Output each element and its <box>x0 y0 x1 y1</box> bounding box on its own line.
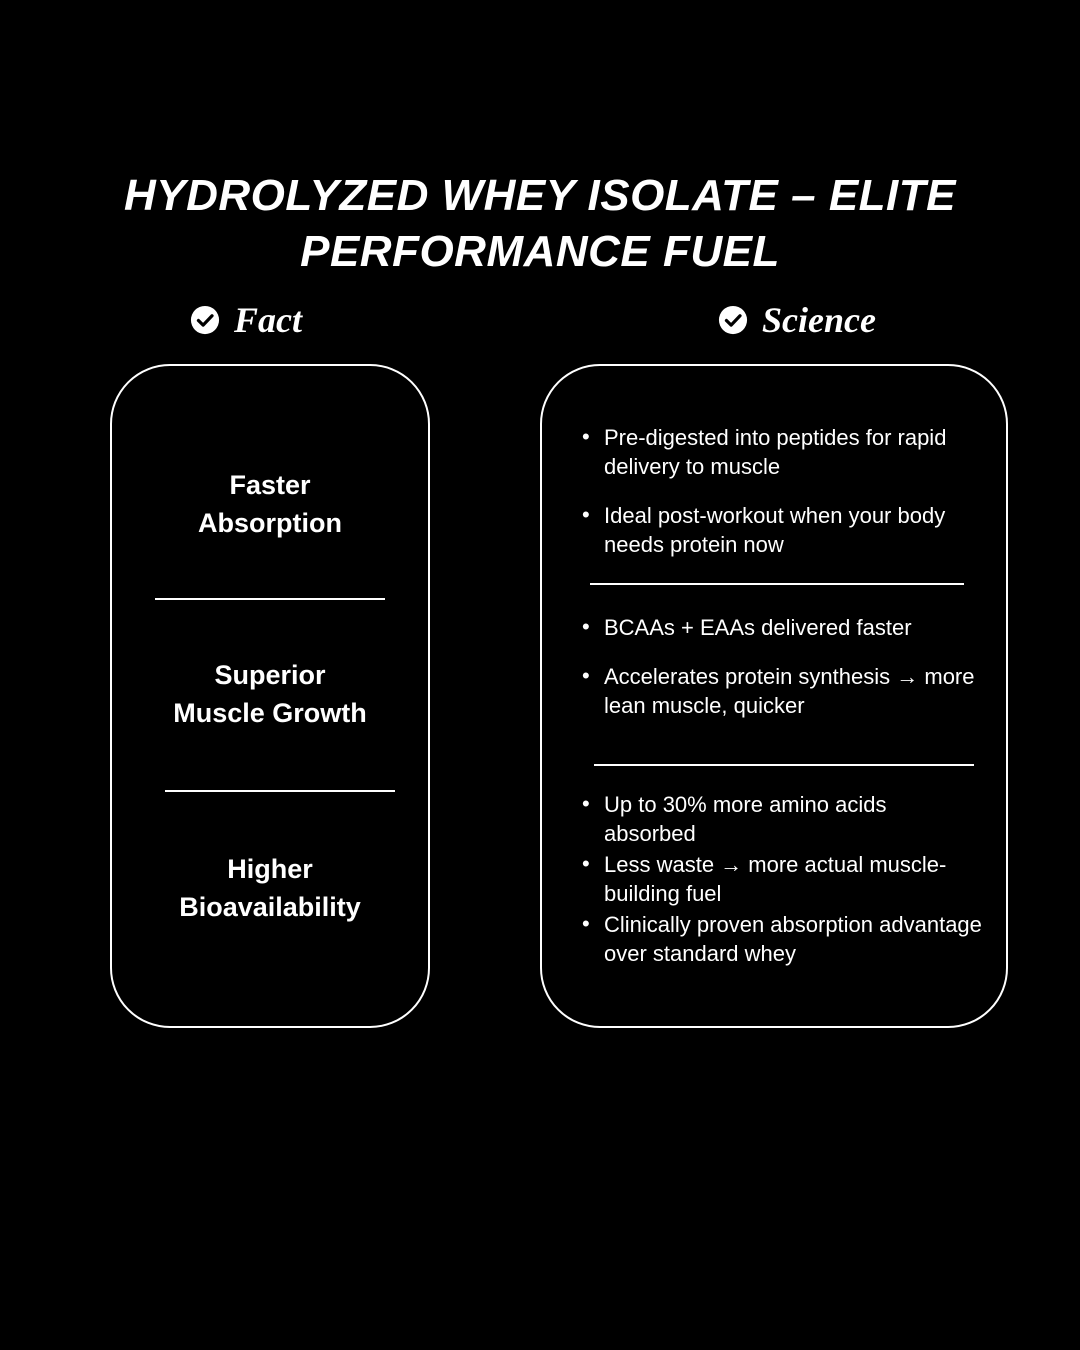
check-circle-icon <box>718 305 748 335</box>
divider <box>590 583 964 585</box>
column-header-fact-label: Fact <box>234 300 302 340</box>
check-circle-icon <box>190 305 220 335</box>
fact-item: Higher Bioavailability <box>179 854 361 922</box>
fact-item: Superior Muscle Growth <box>173 660 367 728</box>
list-item: • BCAAs + EAAs delivered faster <box>604 613 984 642</box>
page-title: HYDROLYZED WHEY ISOLATE – ELITE PERFORMANCE FUEL <box>123 171 956 276</box>
column-header-science <box>718 300 876 340</box>
science-group <box>560 790 990 970</box>
list-item: • Accelerates protein synthesis → more lean muscle, quicker <box>604 662 984 720</box>
list-item: • Clinically proven absorption advantage over standard whey <box>604 910 984 968</box>
list-item: • Up to 30% more amino acids absorbed <box>604 790 984 848</box>
column-header-science-label: Science <box>762 300 876 340</box>
fact-list <box>110 364 430 1028</box>
column-header-fact <box>190 300 302 340</box>
science-list <box>560 364 990 1028</box>
divider <box>165 790 395 792</box>
fact-item: Faster Absorption <box>198 470 342 538</box>
science-group <box>560 613 990 720</box>
list-item: • Pre-digested into peptides for rapid delivery to muscle <box>604 423 984 481</box>
divider <box>155 598 385 600</box>
science-group <box>560 423 990 559</box>
list-item: • Less waste → more actual muscle-building fuel <box>604 850 984 908</box>
list-item: • Ideal post-workout when your body needs protein now <box>604 501 984 559</box>
divider <box>594 764 974 766</box>
